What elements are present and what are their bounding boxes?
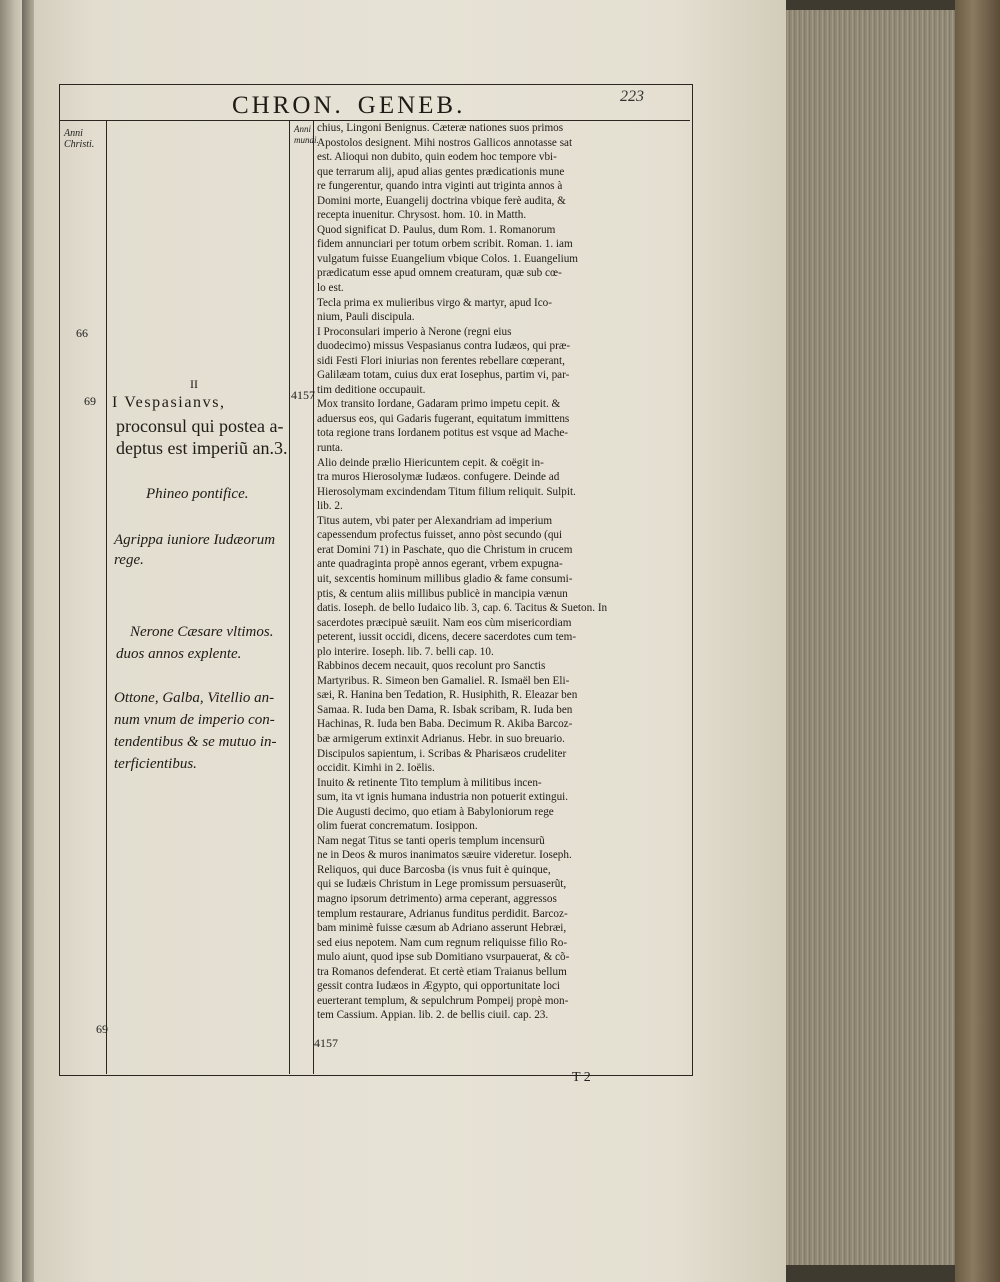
main-text-column bbox=[317, 121, 683, 1023]
year-christi-69: 69 bbox=[84, 394, 96, 408]
text-line: sæi, R. Hanina ben Tedation, R. Husiphith, R. Eleazar ben bbox=[317, 689, 578, 702]
text-line: Galilæam totam, cuius dux erat Iosephus, partim vi, par- bbox=[317, 369, 570, 382]
text-line: sum, ita vt ignis humana industria non potuerit extingui. bbox=[317, 791, 569, 804]
text-line: olim fuerat concrematum. Iosippon. bbox=[317, 820, 478, 833]
caption-ottone-line-3: tendentibus & se mutuo in- bbox=[114, 734, 277, 750]
year-christi-69-bottom: 69 bbox=[96, 1022, 108, 1036]
text-line: Rabbinos decem necauit, quos recolunt pro Sanctis bbox=[317, 660, 546, 673]
running-title-part-2: GENEB. bbox=[357, 92, 466, 119]
text-line: euerterant templum, & sepulchrum Pompeij propè mon- bbox=[317, 994, 569, 1007]
text-line: Titus autem, vbi pater per Alexandriam ad imperium bbox=[317, 514, 553, 527]
year-christi-66: 66 bbox=[76, 326, 88, 340]
column-rule-2 bbox=[289, 121, 290, 1074]
caption-ottone-line-4: terficientibus. bbox=[114, 756, 197, 772]
column-rule-3 bbox=[313, 121, 314, 1074]
page-block-edges bbox=[786, 10, 978, 1265]
text-line: Quod significat D. Paulus, dum Rom. 1. Romanorum bbox=[317, 223, 556, 236]
text-line: tem Cassium. Appian. lib. 2. de bellis ciuil. cap. 23. bbox=[317, 1009, 549, 1022]
text-line: tota regione trans Iordanem potitus est vsque ad Mache- bbox=[317, 427, 569, 440]
caption-nerone-line-1: Nerone Cæsare vltimos. bbox=[130, 624, 274, 640]
text-line: duodecimo) missus Vespasianus contra Iudæos, qui præ- bbox=[317, 340, 571, 353]
text-line: Mox transito Iordane, Gadaram primo impetu cepit. & bbox=[317, 398, 561, 411]
caption-vespasianus-line-2: proconsul qui postea a- bbox=[116, 416, 284, 436]
text-line: erat Domini 71) in Paschate, quo die Christum in crucem bbox=[317, 543, 573, 556]
caption-ottone-line-2: num vnum de imperio con- bbox=[114, 712, 275, 728]
text-line: bæ armigerum extinxit Adrianus. Hebr. in suo breuario. bbox=[317, 732, 565, 745]
text-line: occidit. Kimhi in 2. Ioëlis. bbox=[317, 762, 435, 775]
text-line: que terrarum alij, apud alias gentes prædicationis mune bbox=[317, 165, 565, 178]
text-line: lo est. bbox=[317, 282, 344, 295]
page-number: 223 bbox=[620, 88, 644, 105]
text-line: I Proconsulari imperio à Nerone (regni eius bbox=[317, 325, 512, 338]
text-line: plo interire. Ioseph. lib. 7. belli cap. 10. bbox=[317, 645, 494, 658]
text-line: ante quadraginta propè annos egerant, vrbem expugna- bbox=[317, 558, 563, 571]
text-line: Apostolos designent. Mihi nostros Gallicos annotasse sat bbox=[317, 136, 573, 149]
text-line: tra muros Hierosolymæ Iudæos. confugere. Deinde ad bbox=[317, 471, 560, 484]
text-line: uit, sexcentis hominum millibus gladio & fame consumi- bbox=[317, 572, 573, 585]
text-line: re fungerentur, quando intra viginti aut triginta annos à bbox=[317, 180, 563, 193]
year-mundi-4157: 4157 bbox=[291, 388, 315, 402]
text-line: capessendum profectus fuisset, anno pòst secundo (qui bbox=[317, 529, 563, 542]
caption-vespasianus-line-3: deptus est imperiũ an.3. bbox=[116, 438, 288, 458]
caption-nerone-line-2: duos annos explente. bbox=[116, 646, 242, 662]
text-line: Nam negat Titus se tanti operis templum incensurũ bbox=[317, 834, 545, 847]
text-line: nium, Pauli discipula. bbox=[317, 311, 415, 324]
running-title bbox=[232, 92, 465, 120]
text-line: prædicatum esse apud omnem creaturam, quæ sub cœ- bbox=[317, 267, 562, 280]
column-head-anni-christi: Anni Christi. bbox=[64, 128, 95, 150]
year-mundi-4157-bottom: 4157 bbox=[314, 1036, 338, 1050]
text-line: sacerdotes præcipuè sæuiit. Nam eos cùm misericordiam bbox=[317, 616, 572, 629]
text-line: Martyribus. R. Simeon ben Gamaliel. R. Ismaël ben Eli- bbox=[317, 674, 570, 687]
column-rule-1 bbox=[106, 121, 107, 1074]
text-line: Inuito & retinente Tito templum à militibus incen- bbox=[317, 776, 542, 789]
text-line: tra Romanos defenderat. Et certè etiam Traianus bellum bbox=[317, 965, 567, 978]
text-line: peterent, iussit occidi, dicens, decere sacerdotes cum tem- bbox=[317, 631, 577, 644]
caption-ottone-line-1: Ottone, Galba, Vitellio an- bbox=[114, 690, 275, 706]
text-line: Die Augusti decimo, quo etiam à Babyloniorum rege bbox=[317, 805, 554, 818]
signature-mark: T 2 bbox=[572, 1070, 591, 1085]
text-line: tim deditione occupauit. bbox=[317, 383, 426, 396]
text-line: Domini morte, Euangelij doctrina vbique ferè audita, & bbox=[317, 194, 566, 207]
column-head-anni-mundi: Anni mundi. bbox=[294, 124, 319, 145]
caption-phineas: Phineo pontifice. bbox=[146, 486, 249, 502]
running-title-part-1: CHRON. bbox=[232, 92, 344, 119]
text-line: Alio deinde prælio Hiericuntem cepit. & coëgit in- bbox=[317, 456, 544, 469]
text-line: Hachinas, R. Iuda ben Baba. Decimum R. Akiba Barcoz- bbox=[317, 718, 573, 731]
text-line: Discipulos sapientum, i. Scribas & Pharisæos crudeliter bbox=[317, 747, 567, 760]
text-line: vulgatum fuisse Euangelium vbique Colos. 1. Euangelium bbox=[317, 252, 579, 265]
text-line: lib. 2. bbox=[317, 500, 343, 513]
text-line: ptis, & centum aliis millibus publicè in mancipia vænun bbox=[317, 587, 568, 600]
text-line: aduersus eos, qui Gadaris fugerant, equitatum immittens bbox=[317, 412, 570, 425]
text-line: fidem annunciari per totum orbem scribit. Roman. 1. iam bbox=[317, 238, 573, 251]
book-cover bbox=[955, 0, 1000, 1282]
text-line: runta. bbox=[317, 442, 343, 455]
text-line: chius, Lingoni Benignus. Cæteræ nationes suos primos bbox=[317, 122, 564, 134]
text-line: Tecla prima ex mulieribus virgo & martyr, apud Ico- bbox=[317, 296, 552, 309]
text-line: Hierosolymam excindendam Titum filium reliquit. Sulpit. bbox=[317, 485, 576, 498]
text-line: Reliquos, qui duce Barcosba (is vnus fuit è quinque, bbox=[317, 863, 551, 876]
caption-agrippa-line-2: rege. bbox=[114, 552, 144, 568]
text-line: qui se Iudæis Christum in Lege promissum persuaserũt, bbox=[317, 878, 567, 891]
text-line: magno ipsorum detrimento) arma ceperant, aggressos bbox=[317, 892, 557, 905]
text-line: gessit contra Iudæos in Ægypto, qui opportunitate loci bbox=[317, 980, 560, 993]
text-line: sidi Festi Flori iniurias non ferentes rebellare cœperant, bbox=[317, 354, 565, 367]
text-line: datis. Ioseph. de bello Iudaico lib. 3, cap. 6. Tacitus & Sueton. In bbox=[317, 602, 608, 615]
text-line: mulo aiunt, quod ipse sub Domitiano vsurpauerat, & cõ- bbox=[317, 951, 570, 964]
caption-vespasianus-title: I Vespasianvs, bbox=[112, 394, 226, 411]
text-line: ne in Deos & muros inanimatos sæuire videretur. Ioseph. bbox=[317, 849, 572, 862]
text-line: sed eius nepotem. Nam cum regnum reliquisse filio Ro- bbox=[317, 936, 568, 949]
regnal-numeral: II bbox=[190, 377, 198, 391]
text-line: recepta inuenitur. Chrysost. hom. 10. in Matth. bbox=[317, 209, 527, 222]
caption-agrippa-line-1: Agrippa iuniore Iudæorum bbox=[114, 532, 276, 548]
text-line: Samaa. R. Iuda ben Dama, R. Isbak scribam, R. Iuda ben bbox=[317, 703, 573, 716]
text-line: bam minimè fuisse cæsum ab Adriano asserunt Hebræi, bbox=[317, 922, 567, 935]
text-line: est. Alioqui non dubito, quin eodem hoc tempore vbi- bbox=[317, 151, 557, 164]
text-line: templum restaurare, Adrianus funditus perdidit. Barcoz- bbox=[317, 907, 568, 920]
